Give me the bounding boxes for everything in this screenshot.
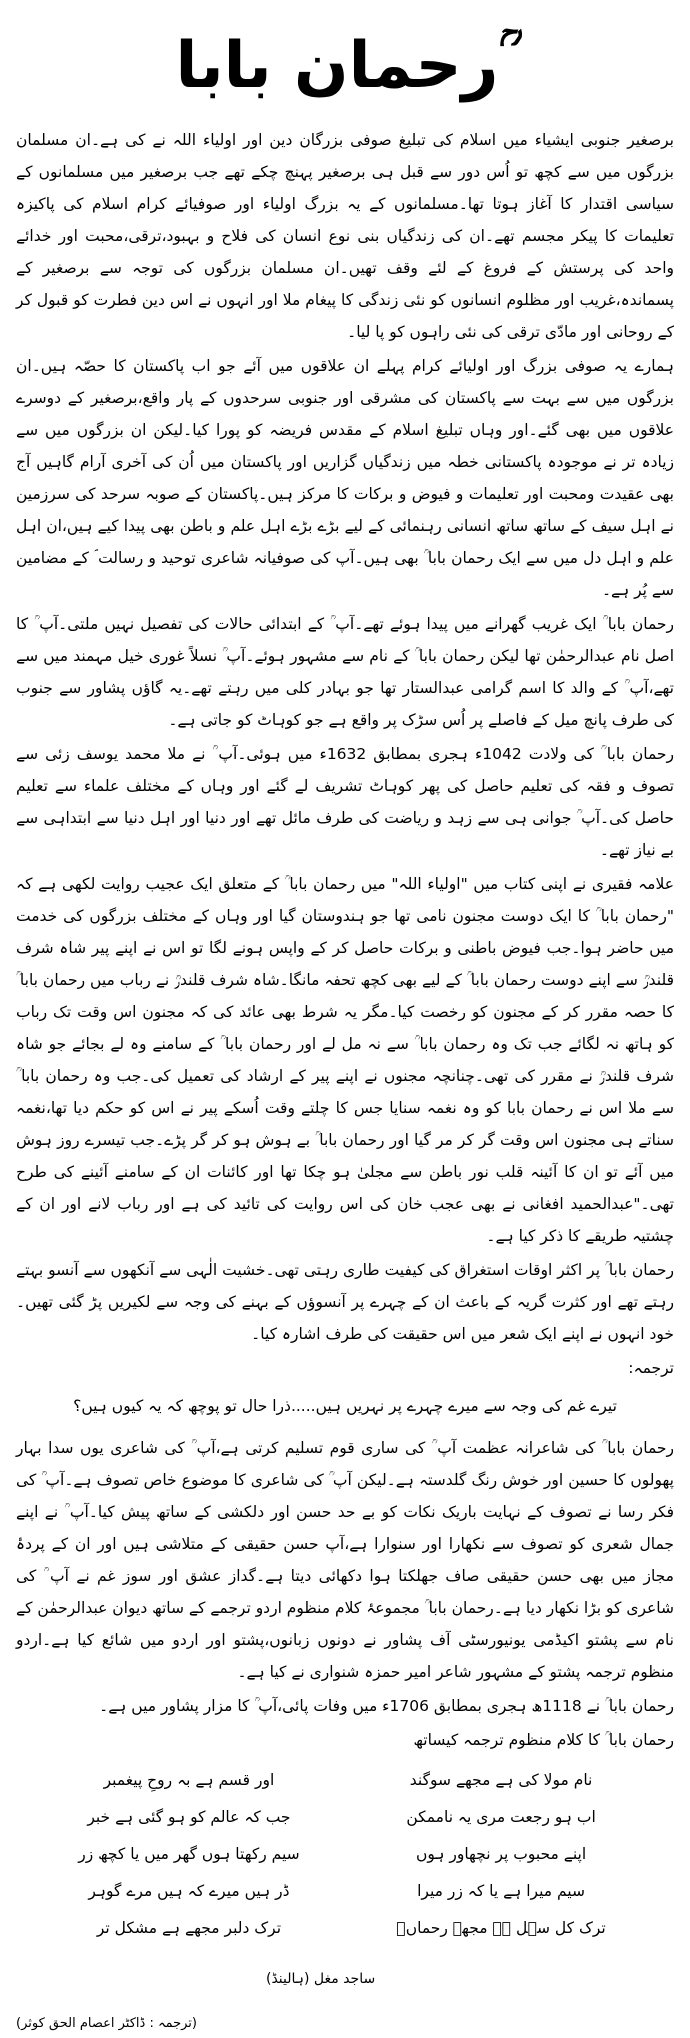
article-body bbox=[16, 124, 674, 1350]
translation-label: ترجمہ: bbox=[628, 1359, 674, 1377]
poem-line-left: ترک دلبر مجھے ہے مشکل تر bbox=[96, 1919, 282, 1937]
poem-line-right: نام مولا کی ہے مجھے سوگند bbox=[409, 1771, 593, 1789]
paragraph: رحمان بابا ؒ پر اکثر اوقات استغراق کی کیفیت طاری رہتی تھی۔خشیت الٰہی سے آنکھوں سے آنسو بہتے رہتے تھے اور کثرت گریہ کے باعث ان کے چہرے پر آنسوؤں کے بہنے کی وجہ سے لکیریں پڑ گئی تھیں۔خود انہوں نے اپنے ایک شعر میں اس حقیقت کی طرف اشارہ کیا۔ bbox=[16, 1261, 674, 1343]
paragraph: برصغیر جنوبی ایشیاء میں اسلام کی تبلیغ صوفی بزرگان دین اور اولیاء اللہ نے کی ہے۔ان مسلمان بزرگوں میں سے کچھ تو اُس دور سے قبل ہی برصغیر پہنچ چکے تھے جب برصغیر میں مسلمانوں کے سیاسی اقتدار کا آغاز ہوتا تھا۔مسلمانوں کے یہ بزرگ اولیاء اور صوفیائے کرام اسلام کی پاکیزہ تعلیمات کا پیکر مجسم تھے۔ان کی زندگیاں بنی نوع انسان کی فلاح و بہبود،ترقی،محبت اور خدائے واحد کی پرستش کے فروغ کے لئے وقف تھیں۔ان مسلمان بزرگوں کی توجہ سے برصغیر کے پسماندہ،غریب اور مظلوم انسانوں کو نئی زندگی کا پیغام ملا اور انہوں نے اس دین فطرت کو قبول کر کے روحانی اور مادّی ترقی کی نئی راہوں کو پا لیا۔ bbox=[16, 131, 674, 341]
poem-couplet bbox=[36, 1836, 654, 1873]
paragraph: رحمان بابا ؒ کی ولادت 1042ء ہجری بمطابق 1632ء میں ہوئی۔آپ ؒ نے ملا محمد یوسف زئی سے تصوف و فقہ کی تعلیم حاصل کی پھر کوہاٹ تشریف لے گئے اور وہاں کے مختلف علماء سے تعلیم حاصل کی۔آپ ؒ جوانی ہی سے زہد و ریاضت کی طرف مائل تھے اور دنیا اور اہل دنیا سے ابتداہی سے بے نیاز تھے۔ bbox=[16, 745, 674, 859]
paragraph: رحمان بابا ؒ نے 1118ھ ہجری بمطابق 1706ء میں وفات پائی،آپ ؒ کا مزار پشاور میں ہے۔ bbox=[99, 1697, 674, 1715]
article-body-continued bbox=[16, 1432, 674, 1756]
article-page bbox=[0, 18, 690, 2038]
poem-line-right: اب ہو رجعت مری یہ ناممکن bbox=[406, 1808, 596, 1826]
author-name: ساجد مغل (ہالینڈ) bbox=[266, 1971, 376, 1987]
translator-credit: (ترجمہ : ڈاکٹر اعصام الحق کوثر) bbox=[16, 2016, 197, 2031]
translated-verse: تیرے غم کی وجہ سے میرے چہرے پر نہریں ہیں.....ذرا حال تو پوچھ کہ یہ کیوں ہیں؟ bbox=[73, 1397, 617, 1415]
poem-line-right: ترک کل سہل ہے مجھے رحماںؔ bbox=[396, 1919, 606, 1937]
poem bbox=[36, 1762, 654, 1947]
poem-line-left: ڈر ہیں میرے کہ ہیں مرے گوہر bbox=[88, 1882, 290, 1900]
poem-line-right: سیم میرا ہے یا کہ زر میرا bbox=[417, 1882, 585, 1900]
poem-couplet bbox=[36, 1799, 654, 1836]
paragraph: ہمارے یہ صوفی بزرگ اور اولیائے کرام پہلے ان علاقوں میں آئے جو اب پاکستان کا حصّہ ہیں۔ان بزرگوں میں سے بہت سے پاکستان کی مشرقی اور جنوبی سرحدوں کے پار واقع،برصغیر کے دوسرے علاقوں میں بھی گئے۔اور وہاں تبلیغ اسلام کے مقدس فریضہ کو پورا کیا۔لیکن ان بزرگوں میں سے زیادہ تر نے موجودہ پاکستانی خطہ میں زندگیاں گزاریں اور پاکستان میں اُن کی آخری آرام گاہیں آج بھی عقیدت ومحبت اور تعلیمات و فیوض و برکات کا مرکز ہیں۔پاکستان کے صوبہ سرحد کی سرزمین نے اہل سیف کے ساتھ ساتھ انسانی رہنمائی کے لیے بڑے بڑے اہل علم و باطن بھی پیدا کیے ہیں،ان اہل علم و اہل دل میں سے ایک رحمان بابا ؒ بھی ہیں۔آپ کی صوفیانہ شاعری توحید و رسالت ؐ کے مضامین سے پُر ہے۔ bbox=[16, 357, 674, 599]
poem-couplet bbox=[36, 1873, 654, 1910]
poem-couplet bbox=[36, 1910, 654, 1947]
paragraph: رحمان بابا ؒ کی شاعرانہ عظمت آپ ؒ کی ساری قوم تسلیم کرتی ہے،آپ ؒ کی شاعری یوں سدا بہار پھولوں کا حسین اور خوش رنگ گلدستہ ہے۔لیکن آپ ؒ کی شاعری کا موضوع خاص تصوف ہے۔آپ ؒ کی فکر رسا نے تصوف کے نہایت باریک نکات کو بے حد حسن اور دلکشی کے ساتھ پیش کیا۔آپ ؒ نے اپنے جمال شعری کو تصوف سے نکھارا اور سنوارا ہے،آپ حسن حقیقی کے متلاشی ہیں اور ان کے پردۂ مجاز میں بھی حسن حقیقی صاف جھلکتا ہوا دکھائی دیتا ہے۔گداز عشق اور سوز غم نے آپ ؒ کی شاعری کو بڑا نکھار دیا ہے۔رحمان بابا ؒ مجموعۂ کلام منظوم اردو ترجمے کے ساتھ دیوان عبدالرحمٰن کے نام سے پشتو اکیڈمی یونیورسٹی آف پشاور نے دونوں زبانوں،پشتو اور اردو میں شائع کیا ہے۔اردو منظوم ترجمہ پشتو کے مشہور شاعر امیر حمزہ شنواری نے کیا ہے۔ bbox=[16, 1439, 674, 1681]
poem-line-left: سیم رکھتا ہوں گھر میں یا کچھ زر bbox=[78, 1845, 300, 1863]
poem-couplet bbox=[36, 1762, 654, 1799]
poem-heading: رحمان بابا ؒ کا کلام منظوم ترجمہ کیساتھ bbox=[413, 1731, 674, 1749]
paragraph: علامہ فقیری نے اپنی کتاب میں "اولیاء اللہ" میں رحمان بابا ؒ کے متعلق ایک عجیب روایت لکھی ہے کہ "رحمان بابا ؒ کا ایک دوست مجنون نامی تھا جو ہندوستان گیا اور وہاں کے مختلف بزرگوں کی خدمت میں حاضر ہوا۔جب فیوض باطنی و برکات حاصل کر کے واپس ہونے لگا تو اس نے اپنے پیر شاہ شرف قلندرؒ سے اپنے دوست رحمان بابا ؒ کے لیے بھی کچھ تحفہ مانگا۔شاہ شرف قلندرؒ نے رباب میں رحمان بابا ؒ کا حصہ مقرر کر کے مجنون کو رخصت کیا۔مگر یہ شرط بھی عائد کی کہ مجنون اس وقت تک رباب کو ہاتھ نہ لگائے جب تک وہ رحمان بابا ؒ سے نہ مل لے اور رحمان بابا ؒ کے سامنے وہ لے بجائے جو شاہ شرف قلندرؒ نے مقرر کی تھی۔چنانچہ مجنوں نے اپنے پیر کے ارشاد کی تعمیل کی۔جب وہ رحمان بابا ؒ سے ملا اس نے رحمان بابا کو وہ نغمہ سنایا جس کا چلتے وقت اُسکے پیر نے اس کو حکم دیا تھا،نغمہ سناتے ہی مجنون اس وقت گر کر مر گیا اور رحمان بابا ؒ بے ہوش ہو کر گر پڑے۔جب تیسرے روز ہوش میں آئے تو ان کا آئینہ قلب نور باطن سے مجلیٰ ہو چکا تھا اور کائنات ان کے سامنے آئینے کی طرح تھی۔"عبدالحمید افغانی نے بھی عجب خان کی اس روایت کی تائید کی ہے اور رباب لانے اور ان کے چشتیہ طریقے کا ذکر کیا ہے۔ bbox=[16, 875, 674, 1245]
poem-line-right: اپنے محبوب پر نچھاور ہوں bbox=[415, 1845, 587, 1863]
poem-line-left: اور قسم ہے بہ روحِ پیغمبر bbox=[103, 1771, 275, 1789]
poem-line-left: جب کہ عالم کو ہو گئی ہے خبر bbox=[87, 1808, 291, 1826]
article-title: رحمان بابا ؒ bbox=[175, 29, 515, 103]
paragraph: رحمان بابا ؒ ایک غریب گھرانے میں پیدا ہوئے تھے۔آپ ؒ کے ابتدائی حالات کی تفصیل نہیں ملتی۔آپ ؒ کا اصل نام عبدالرحمٰن تھا لیکن رحمان بابا ؒ کے نام سے مشہور ہوئے۔آپ ؒ نسلاً غوری خیل مہمند میں سے تھے،آپ ؒ کے والد کا اسم گرامی عبدالستار تھا جو بہادر کلی میں رہتے تھے۔یہ گاؤں پشاور سے جنوب کی طرف پانچ میل کے فاصلے پر اُس سڑک پر واقع ہے جو کوہاٹ کو جاتی ہے۔ bbox=[16, 615, 674, 729]
